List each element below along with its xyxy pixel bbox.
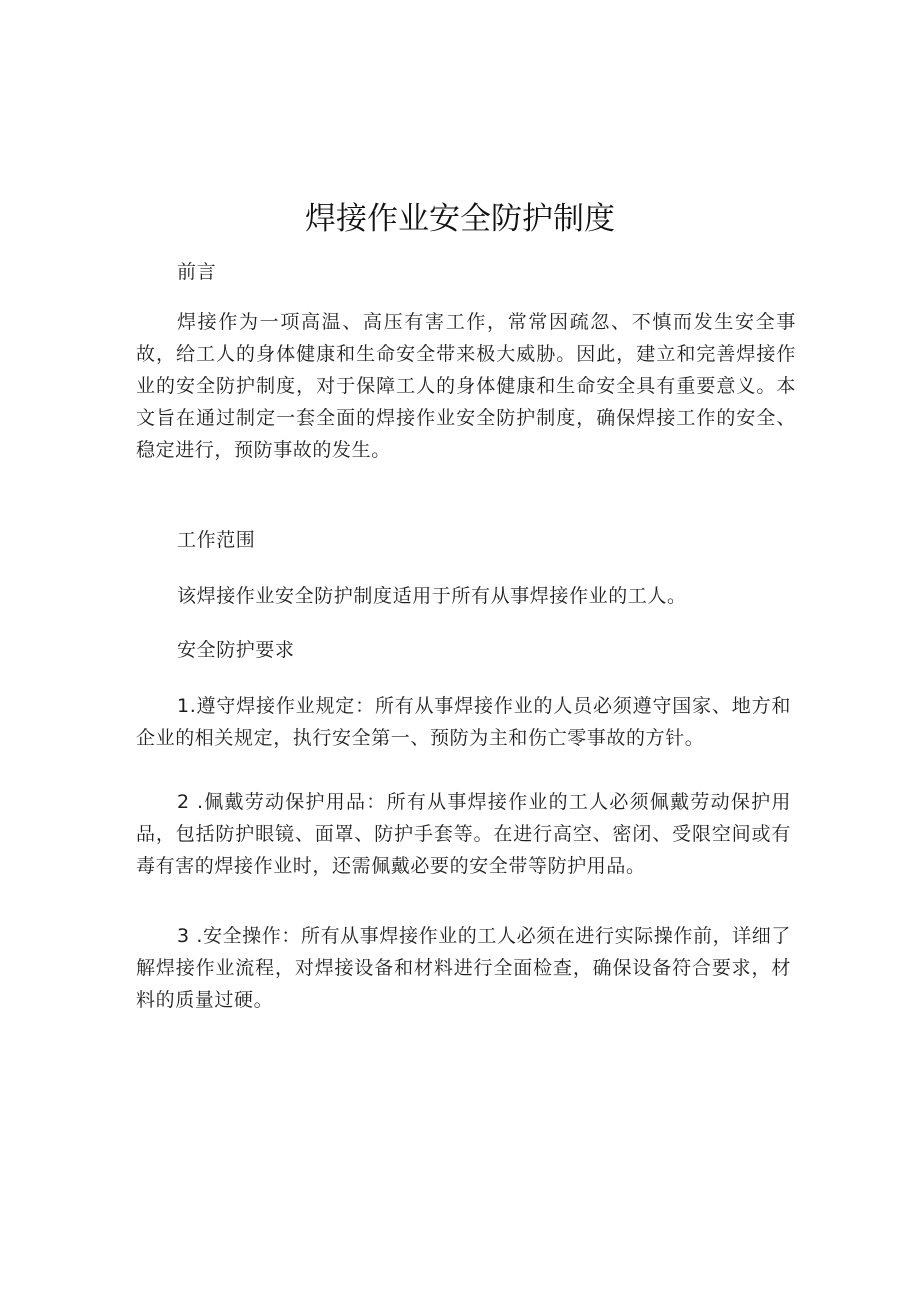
requirement-item-3: 3 .安全操作：所有从事焊接作业的工人必须在进行实际操作前，详细了解焊接作业流程，对焊接设备和材料进行全面检查，确保设备符合要求，材料的质量过硬。: [136, 925, 791, 1011]
scope-paragraph: 该焊接作业安全防护制度适用于所有从事焊接作业的工人。: [177, 585, 687, 607]
section-heading-scope: 工作范围: [177, 529, 256, 551]
section-heading-preface: 前言: [177, 261, 217, 283]
preface-paragraph: 焊接作为一项高温、高压有害工作，常常因疏忽、不慎而发生安全事故，给工人的身体健康和生命安全带来极大威胁。因此，建立和完善焊接作业的安全防护制度，对于保障工人的身体健康和生命安全具有重要意义。本文旨在通过制定一套全面的焊接作业安全防护制度，确保焊接工作的安全、稳定进行，预防事故的发生。: [136, 311, 796, 461]
requirement-item-2: 2 .佩戴劳动保护用品：所有从事焊接作业的工人必须佩戴劳动保护用品，包括防护眼镜、面罩、防护手套等。在进行高空、密闭、受限空间或有毒有害的焊接作业时，还需佩戴必要的安全带等防护用品。: [136, 791, 791, 877]
section-heading-requirements: 安全防护要求: [177, 639, 295, 661]
document-title: 焊接作业安全防护制度: [305, 201, 615, 237]
requirement-item-1: 1.遵守焊接作业规定：所有从事焊接作业的人员必须遵守国家、地方和企业的相关规定，执行安全第一、预防为主和伤亡零事故的方针。: [136, 695, 791, 749]
